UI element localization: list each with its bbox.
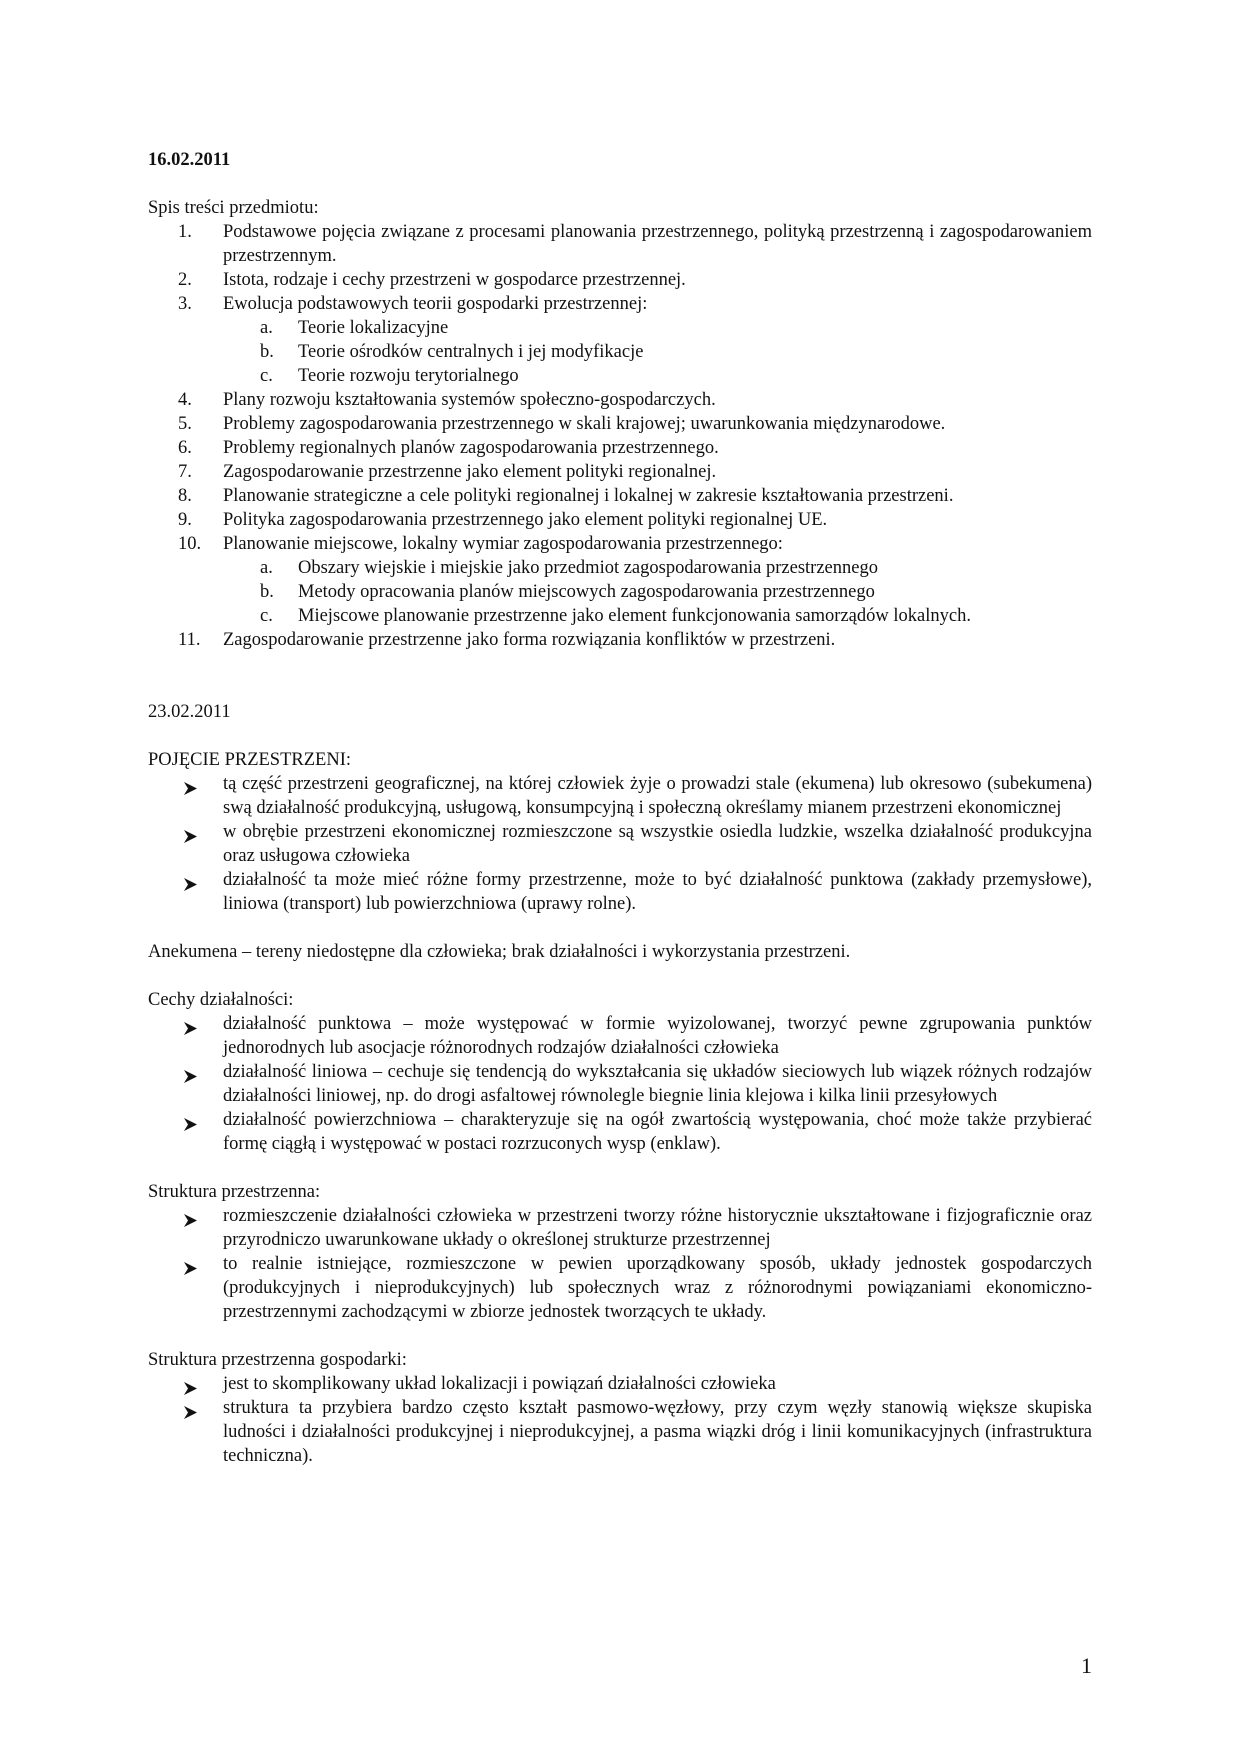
anekumena-paragraph: Anekumena – tereny niedostępne dla człowieka; brak działalności i wykorzystania przestrzeni. — [148, 942, 851, 962]
bullet-text: działalność punktowa – może występować w formie wyizolowanej, tworzyć pewne zgrupowania punktów jednorodnych lub asocjacje różnorodnych rodzajów działalności człowieka — [223, 1014, 1092, 1058]
toc-sublist-wrapper — [148, 316, 1092, 388]
toc-subitem-letter: c. — [260, 366, 273, 386]
toc-subitem — [148, 604, 1092, 628]
toc-sublist — [148, 316, 1092, 388]
arrow-bullet-icon — [184, 1210, 197, 1223]
toc-item-text: Problemy regionalnych planów zagospodarowania przestrzennego. — [223, 438, 719, 458]
arrow-bullet-icon — [184, 778, 197, 791]
toc-item-number: 5. — [178, 414, 192, 434]
arrow-bullet-icon — [184, 1258, 197, 1271]
toc-subitem-letter: c. — [260, 606, 273, 626]
toc-subitem-letter: b. — [260, 582, 274, 602]
toc-item-text: Planowanie strategiczne a cele polityki regionalnej i lokalnej w zakresie kształtowania przestrzeni. — [223, 486, 954, 506]
bullet-item — [148, 1012, 1092, 1060]
toc-item — [148, 508, 1092, 532]
bullet-item — [148, 820, 1092, 868]
bullet-list-przestrzen — [148, 772, 1092, 916]
section-heading-struktura-gospodarki: Struktura przestrzenna gospodarki: — [148, 1350, 407, 1370]
toc-subitem-letter: b. — [260, 342, 274, 362]
toc-item-number: 2. — [178, 270, 192, 290]
bullet-item — [148, 868, 1092, 916]
bullet-text: to realnie istniejące, rozmieszczone w pewien uporządkowany sposób, układy jednostek gospodarczych (produkcyjnych i nieprodukcyjnych) lub społecznych wraz z różnorodnymi powiązaniami ekonomiczno-przestrzennymi zachodzącymi w zbiorze jednostek tworzących te układy. — [223, 1254, 1092, 1322]
toc-item-text: Polityka zagospodarowania przestrzennego jako element polityki regionalnej UE. — [223, 510, 828, 530]
bullet-list-struktura-gospodarki — [148, 1372, 1092, 1468]
bullet-text: w obrębie przestrzeni ekonomicznej rozmieszczone są wszystkie osiedla ludzkie, wszelka działalność produkcyjna oraz usługowa człowieka — [223, 822, 1092, 866]
bullet-item — [148, 1372, 1092, 1396]
toc-item — [148, 220, 1092, 268]
toc-item-text: Istota, rodzaje i cechy przestrzeni w gospodarce przestrzennej. — [223, 270, 686, 290]
toc-item-text: Zagospodarowanie przestrzenne jako forma rozwiązania konfliktów w przestrzeni. — [223, 630, 836, 650]
toc-subitem — [148, 364, 1092, 388]
bullet-item — [148, 1396, 1092, 1468]
toc-heading: Spis treści przedmiotu: — [148, 198, 319, 218]
toc-subitem-text: Teorie rozwoju terytorialnego — [298, 366, 519, 386]
bullet-item — [148, 1060, 1092, 1108]
bullet-item — [148, 1252, 1092, 1324]
toc-sublist-wrapper — [148, 556, 1092, 628]
toc-subitem — [148, 556, 1092, 580]
arrow-bullet-icon — [184, 1114, 197, 1127]
bullet-text: tą część przestrzeni geograficznej, na której człowiek żyje o prowadzi stale (ekumena) lub okresowo (subekumena) swą działalność produkcyjną, usługową, konsumpcyjną i społeczną określamy mianem przestrzeni ekonomicznej — [223, 774, 1092, 818]
toc-item — [148, 484, 1092, 508]
toc-item-number: 7. — [178, 462, 192, 482]
section-heading-cechy: Cechy działalności: — [148, 990, 294, 1010]
date-heading-1: 16.02.2011 — [148, 150, 231, 170]
toc-item-number: 4. — [178, 390, 192, 410]
arrow-bullet-icon — [184, 1018, 197, 1031]
section-heading-struktura: Struktura przestrzenna: — [148, 1182, 321, 1202]
toc-subitem — [148, 580, 1092, 604]
toc-item — [148, 412, 1092, 436]
arrow-bullet-icon — [184, 1378, 197, 1391]
date-heading-2: 23.02.2011 — [148, 702, 231, 722]
toc-subitem-text: Teorie ośrodków centralnych i jej modyfikacje — [298, 342, 644, 362]
bullet-text: działalność ta może mieć różne formy przestrzenne, może to być działalność punktowa (zakłady przemysłowe), liniowa (transport) lub powierzchniowa (uprawy rolne). — [223, 870, 1092, 914]
arrow-bullet-icon — [184, 874, 197, 887]
toc-subitem-text: Obszary wiejskie i miejskie jako przedmiot zagospodarowania przestrzennego — [298, 558, 878, 578]
bullet-item — [148, 772, 1092, 820]
bullet-list-cechy — [148, 1012, 1092, 1156]
toc-sublist — [148, 556, 1092, 628]
bullet-text: jest to skomplikowany układ lokalizacji i powiązań działalności człowieka — [223, 1374, 776, 1394]
toc-item-number: 1. — [178, 222, 192, 242]
section-heading-przestrzen: POJĘCIE PRZESTRZENI: — [148, 750, 351, 770]
toc-item-text: Plany rozwoju kształtowania systemów społeczno-gospodarczych. — [223, 390, 716, 410]
toc-item — [148, 436, 1092, 460]
toc-item — [148, 292, 1092, 316]
toc-item-text: Problemy zagospodarowania przestrzennego w skali krajowej; uwarunkowania międzynarodowe. — [223, 414, 946, 434]
bullet-item — [148, 1108, 1092, 1156]
toc-item-number: 3. — [178, 294, 192, 314]
toc-subitem — [148, 340, 1092, 364]
toc-subitem-text: Metody opracowania planów miejscowych zagospodarowania przestrzennego — [298, 582, 875, 602]
toc-item-number: 9. — [178, 510, 192, 530]
toc-subitem-text: Miejscowe planowanie przestrzenne jako element funkcjonowania samorządów lokalnych. — [298, 606, 971, 626]
bullet-list-struktura — [148, 1204, 1092, 1324]
bullet-text: struktura ta przybiera bardzo często kształt pasmowo-węzłowy, przy czym węzły stanowią większe skupiska ludności i działalności produkcyjnej i nieprodukcyjnej, a pasma wiązki dróg i linii komunikacyjnych (infrastruktura techniczna). — [223, 1398, 1092, 1466]
toc-item-number: 10. — [178, 534, 202, 554]
arrow-bullet-icon — [184, 1402, 197, 1415]
toc-item — [148, 532, 1092, 556]
arrow-bullet-icon — [184, 826, 197, 839]
document-page — [148, 148, 1092, 1468]
toc-item-number: 6. — [178, 438, 192, 458]
bullet-text: działalność powierzchniowa – charakteryzuje się na ogół zwartością występowania, choć może także przybierać formę ciągłą i występować w postaci rozrzuconych wysp (enklaw). — [223, 1110, 1092, 1154]
arrow-bullet-icon — [184, 1066, 197, 1079]
bullet-text: rozmieszczenie działalności człowieka w przestrzeni tworzy różne historycznie ukształtowane i fizjograficznie oraz przyrodniczo uwarunkowane układy o określonej strukturze przestrzennej — [223, 1206, 1092, 1250]
page-number: 1 — [1081, 1653, 1092, 1678]
toc-item — [148, 268, 1092, 292]
toc-item-text: Ewolucja podstawowych teorii gospodarki przestrzennej: — [223, 294, 648, 314]
toc-subitem-letter: a. — [260, 318, 273, 338]
toc-item — [148, 388, 1092, 412]
toc-list — [148, 220, 1092, 652]
bullet-text: działalność liniowa – cechuje się tendencją do wykształcania się układów sieciowych lub wiązek różnych rodzajów działalności liniowej, np. do drogi asfaltowej równolegle biegnie linia klejowa i kilka linii przesyłowych — [223, 1062, 1092, 1106]
toc-item — [148, 460, 1092, 484]
toc-subitem — [148, 316, 1092, 340]
toc-subitem-text: Teorie lokalizacyjne — [298, 318, 449, 338]
toc-item-number: 8. — [178, 486, 192, 506]
toc-item-text: Zagospodarowanie przestrzenne jako element polityki regionalnej. — [223, 462, 717, 482]
toc-item-text: Planowanie miejscowe, lokalny wymiar zagospodarowania przestrzennego: — [223, 534, 783, 554]
toc-item-text: Podstawowe pojęcia związane z procesami planowania przestrzennego, polityką przestrzenną i zagospodarowaniem przestrzennym. — [223, 222, 1092, 266]
toc-item — [148, 628, 1092, 652]
bullet-item — [148, 1204, 1092, 1252]
toc-subitem-letter: a. — [260, 558, 273, 578]
toc-item-number: 11. — [178, 630, 201, 650]
